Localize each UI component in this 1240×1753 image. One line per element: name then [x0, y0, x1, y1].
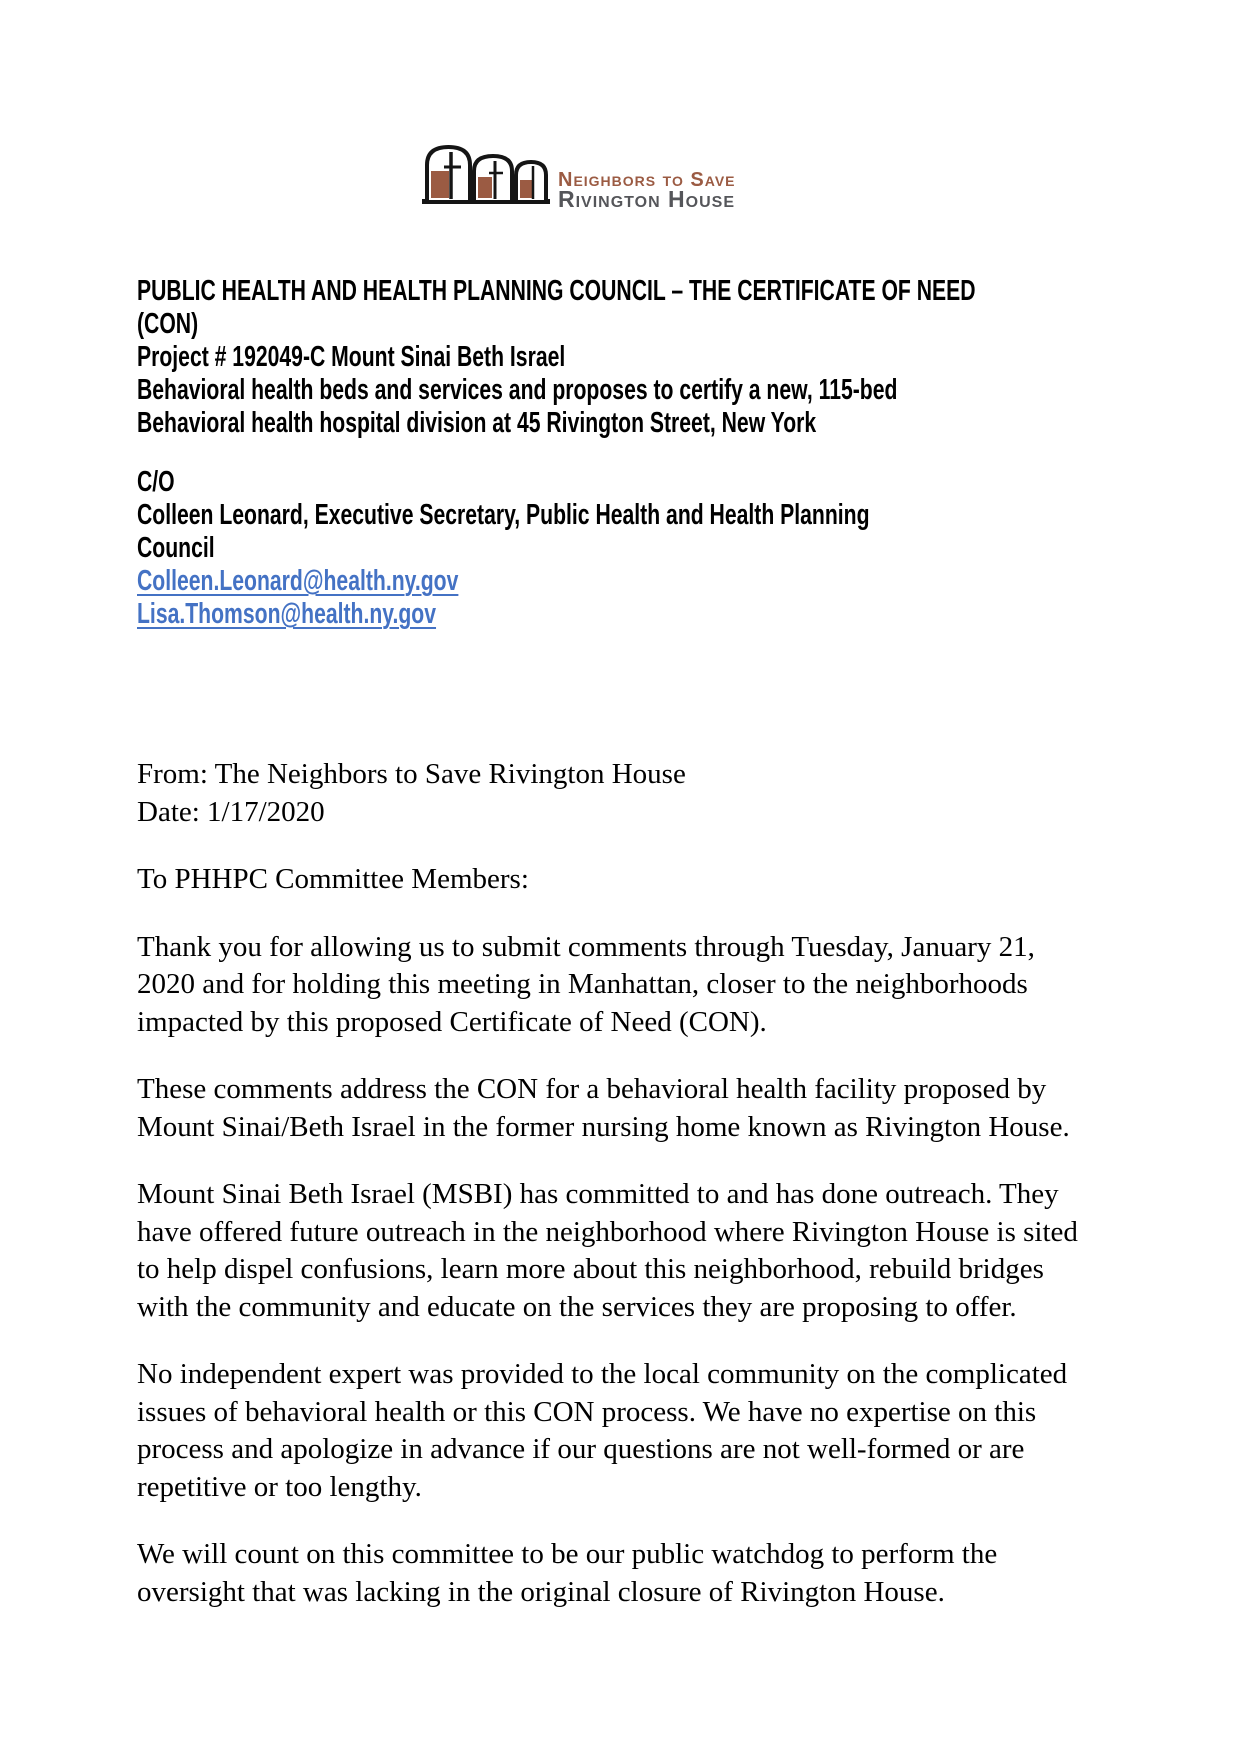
care-of-recipient-line: Council — [137, 532, 215, 564]
email-link-colleen-leonard[interactable]: Colleen.Leonard@health.ny.gov — [137, 565, 459, 597]
email-line — [137, 598, 840, 631]
letter-paragraph: No independent expert was provided to the local community on the complicated issues of behavioral health or this CON process. We have no expertise on this process and apologize in advance if our questions are not well-formed or are repetitive or too lengthy. — [137, 1358, 1068, 1503]
letter-paragraph: Thank you for allowing us to submit comments through Tuesday, January 21, 2020 and for holding this meeting in Manhattan, closer to the neighborhoods impacted by this proposed Certificate of Need (CON). — [137, 930, 1035, 1038]
letter-date-line: Date: 1/17/2020 — [137, 795, 325, 828]
rivington-house-arches-icon — [422, 147, 550, 204]
logo-name-line1: Neighbors to Save — [558, 169, 736, 191]
email-link-lisa-thomson[interactable]: Lisa.Thomson@health.ny.gov — [137, 598, 437, 630]
email-line — [137, 565, 840, 598]
letter-from-line: From: The Neighbors to Save Rivington House — [137, 758, 686, 790]
heading-line: PUBLIC HEALTH AND HEALTH PLANNING COUNCIL – THE CERTIFICATE OF NEED — [137, 275, 976, 307]
letter-paragraph: These comments address the CON for a behavioral health facility proposed by Mount Sinai/Beth Israel in the former nursing home known as Rivington House. — [137, 1073, 1070, 1143]
care-of-recipient-line: Colleen Leonard, Executive Secretary, Public Health and Health Planning — [137, 499, 870, 531]
heading-line: Behavioral health beds and services and proposes to certify a new, 115-bed — [137, 374, 898, 406]
letter-paragraph: Mount Sinai Beth Israel (MSBI) has committed to and has done outreach. They have offered future outreach in the neighborhood where Rivington House is sited to help dispel confusions, learn more about this neighborhood, rebuild bridges with the community and educate on the services they are proposing to offer. — [137, 1178, 1078, 1323]
letter-paragraph: We will count on this committee to be our public watchdog to perform the oversight that was lacking in the original closure of Rivington House. — [137, 1538, 998, 1608]
letter-salutation: To PHHPC Committee Members: — [137, 863, 529, 895]
organization-logo — [420, 140, 750, 210]
logo-name-line2: Rivington House — [558, 186, 736, 210]
letter-body — [137, 756, 1087, 1611]
heading-line-project-number: Project # 192049-C Mount Sinai Beth Israel — [137, 341, 566, 373]
letter-header — [137, 756, 1087, 831]
heading-line: (CON) — [137, 308, 199, 340]
care-of-label: C/O — [137, 466, 175, 498]
con-heading — [137, 275, 1100, 440]
heading-line: Behavioral health hospital division at 45 Rivington Street, New York — [137, 407, 817, 439]
care-of-block — [137, 466, 1100, 631]
